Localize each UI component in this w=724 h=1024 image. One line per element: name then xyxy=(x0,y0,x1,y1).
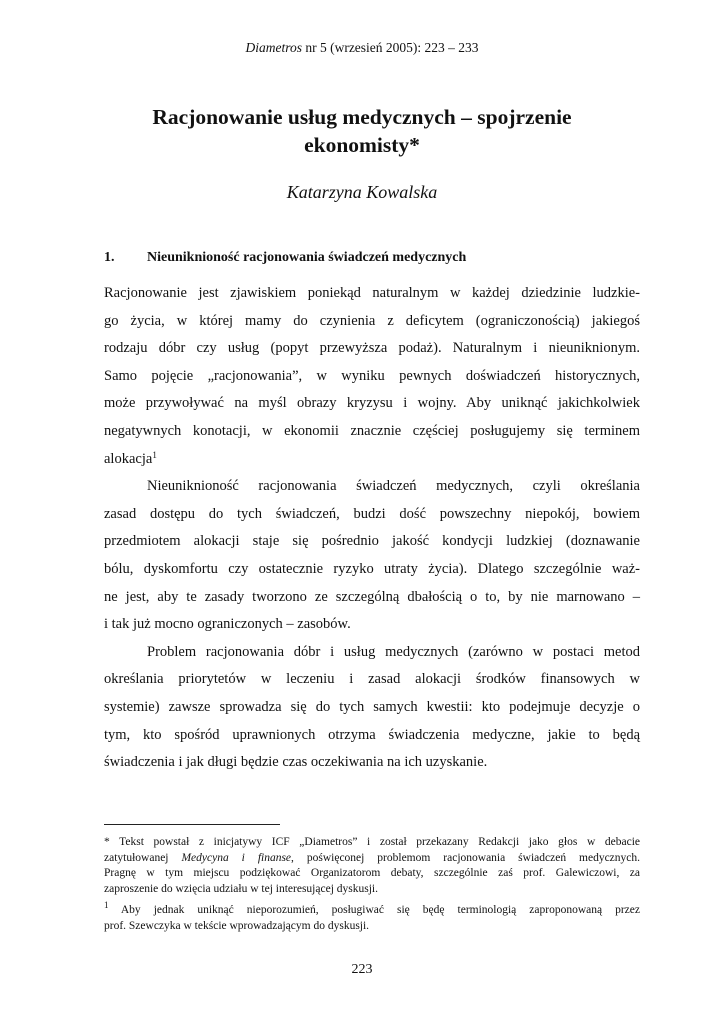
paragraph-1-line: Samo pojęcie „racjonowania”, w wyniku pewnych doświadczeń historycznych, xyxy=(104,367,640,384)
footnote-ref-1[interactable]: 1 xyxy=(152,449,157,460)
paragraph-2-line: przedmiotem alokacji staje się pośrednio jakość kondycji ludzkiej (doznawanie xyxy=(104,533,640,550)
paragraph-2-line: ne jest, aby te zasady tworzono ze szczególną dbałością o to, by nie marnowano – xyxy=(104,588,640,605)
page-number: 223 xyxy=(351,962,373,977)
issue-info: nr 5 (wrzesień 2005): 223 – 233 xyxy=(301,40,479,55)
paragraph-2-line: Nieuniknioność racjonowania świadczeń medycznych, czyli określania xyxy=(147,478,640,495)
paragraph-3-line: tym, kto spośród uprawnionych otrzyma świadczenia medyczne, jakie to będą xyxy=(104,726,640,743)
footnote-star-line: zaproszenie do wzięcia udziału w tej interesującej dyskusji. xyxy=(104,882,378,895)
footnotes xyxy=(104,835,640,934)
debate-title: Medycyna i finanse xyxy=(181,851,292,864)
section-number: 1. xyxy=(104,250,115,265)
running-header xyxy=(0,40,724,56)
article-title xyxy=(120,103,604,159)
body-text xyxy=(104,280,640,777)
paragraph-1-line: go życia, w której mamy do czynienia z deficytem (ograniczonością) jakiegoś xyxy=(104,312,640,329)
paragraph-3-last-line: świadczenia i jak długi będzie czas oczekiwania na ich uzyskanie. xyxy=(104,754,488,771)
title-line-2: ekonomisty* xyxy=(304,133,420,157)
section-heading xyxy=(104,250,466,266)
footnote-1-marker: 1 xyxy=(104,900,109,910)
paragraph-1-line: negatywnych konotacji, w ekonomii znacznie częściej posługujemy się terminem xyxy=(104,422,640,439)
paragraph-3-line: Problem racjonowania dóbr i usług medycznych (zarówno w postaci metod xyxy=(147,643,640,660)
footnote-star-line: zatytułowanej Medycyna i finanse, poświęconej problemom racjonowania świadczeń medycznych. xyxy=(104,851,641,864)
footnote-star-line: Pragnę w tym miejscu podziękować Organizatorom debaty, szczególnie zaś prof. Galewiczowi, za xyxy=(104,867,640,879)
footnote-separator xyxy=(104,824,280,825)
footnote-1-line: prof. Szewczyka w tekście wprowadzającym do dyskusji. xyxy=(104,919,370,932)
footnote-1-line: $^1$ Aby jednak uniknąć nieporozumień, posługiwać się będę terminologią zaproponowaną przez xyxy=(104,900,640,916)
paragraph-2-line: bólu, dyskomfortu czy ostatecznie ryzyko utraty życia). Dlatego szczególnie waż- xyxy=(104,560,640,577)
paragraph-1-line: może przywoływać na myśl obrazy kryzysu i wojny. Aby uniknąć jakichkolwiek xyxy=(104,395,640,412)
paragraph-1-last-line xyxy=(104,446,640,474)
paragraph-2-last-line: i tak już mocno ograniczonych – zasobów. xyxy=(104,616,351,633)
section-title: Nieuniknioność racjonowania świadczeń medycznych xyxy=(147,250,467,265)
journal-name: Diametros xyxy=(245,40,302,55)
paragraph-1-line: rodzaju dóbr czy usług (popyt przewyższa podaż). Naturalnym i nieuniknionym. xyxy=(104,340,640,357)
author-name: Katarzyna Kowalska xyxy=(286,182,438,202)
footnote-star-line: * Tekst powstał z inicjatywy ICF „Diametros” i został przekazany Redakcji jako głos w debacie xyxy=(104,836,640,848)
alokacja-term: alokacja xyxy=(104,450,153,467)
paragraph-3-line: określania priorytetów w leczeniu i zasad alokacji środków finansowych w xyxy=(104,671,640,688)
paragraph-2-line: zasad dostępu do tych świadczeń, budzi dość powszechny niepokój, bowiem xyxy=(104,505,640,522)
paragraph-3-line: systemie) zawsze sprowadza się do tych samych kwestii: kto podejmuje decyzje o xyxy=(104,698,640,715)
title-line-1: Racjonowanie usług medycznych – spojrzenie xyxy=(152,105,572,129)
paragraph-1-line: Racjonowanie jest zjawiskiem poniekąd naturalnym w każdej dziedzinie ludzkie- xyxy=(104,285,640,301)
